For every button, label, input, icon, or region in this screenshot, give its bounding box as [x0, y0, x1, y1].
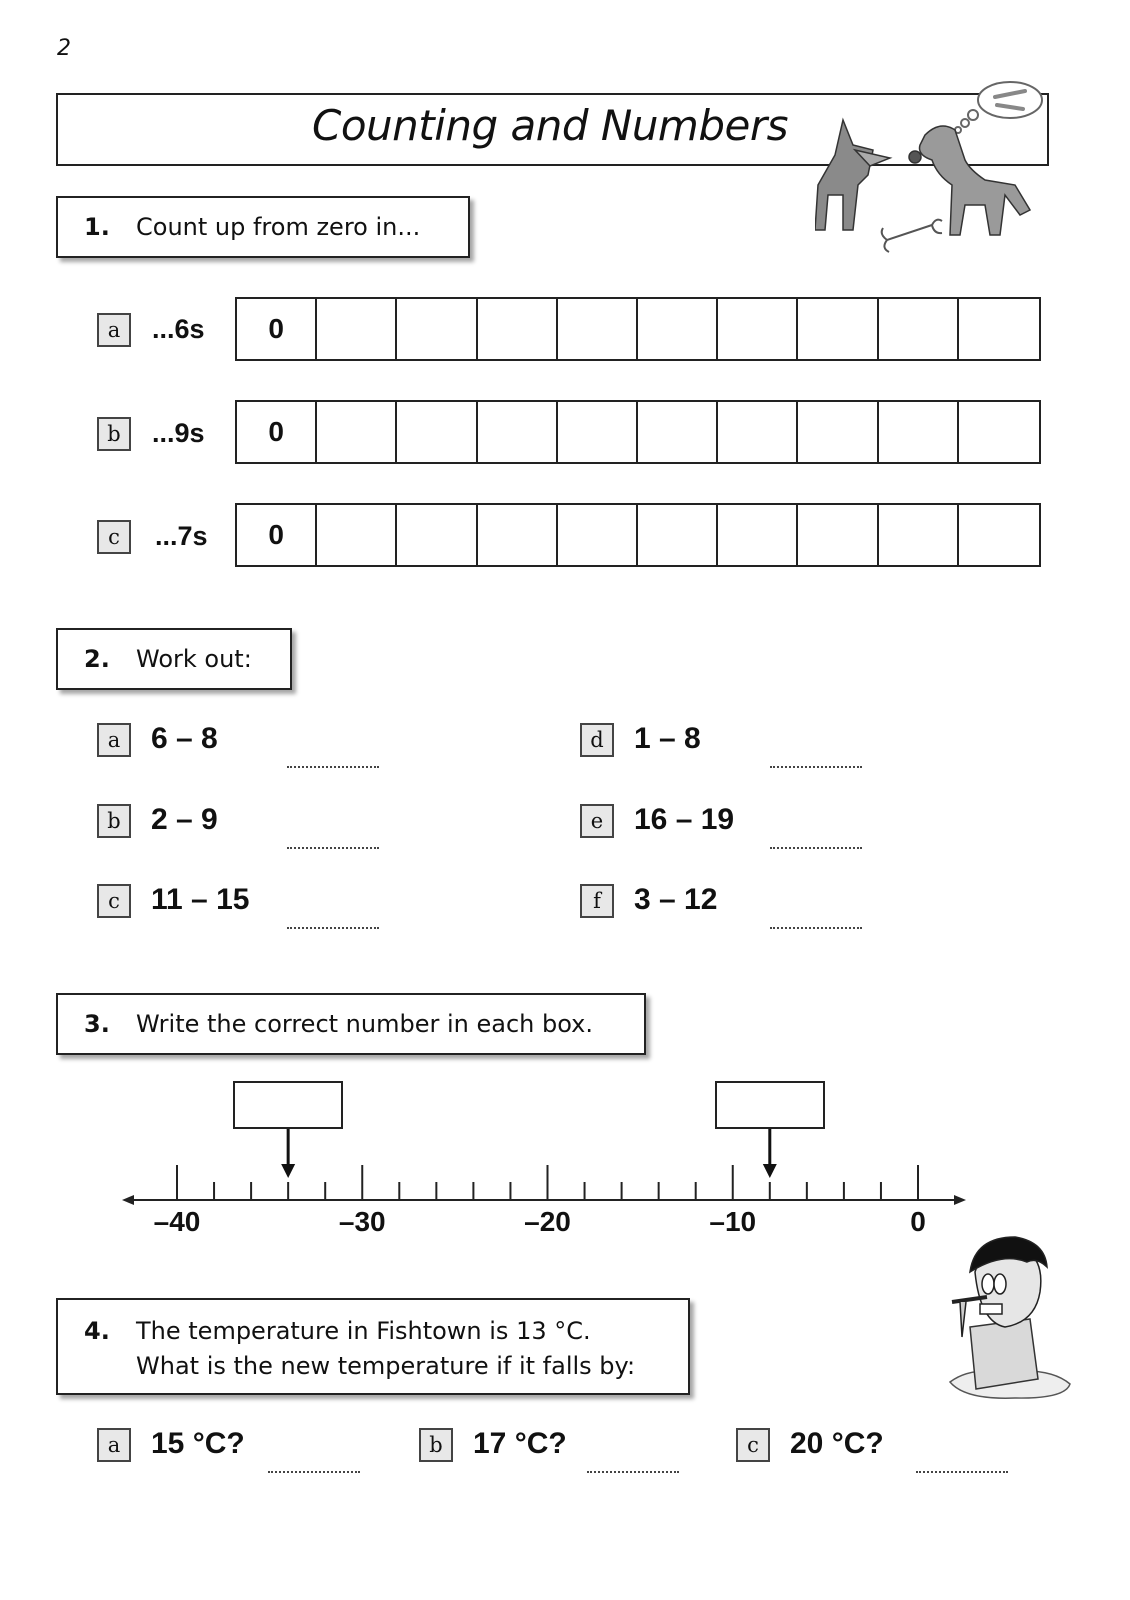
question-prompt: Write the correct number in each box.	[136, 1010, 593, 1038]
number-line-label: –40	[153, 1206, 201, 1237]
item-letter: a	[97, 723, 131, 757]
count-cell[interactable]	[879, 505, 959, 565]
question-number: 1.	[84, 213, 110, 241]
count-cell[interactable]	[317, 299, 397, 359]
temperature-drop: 17 °C?	[473, 1427, 567, 1460]
count-cell[interactable]	[478, 299, 558, 359]
question-number: 4.	[84, 1317, 110, 1345]
question-prompt: Work out:	[136, 645, 252, 673]
number-line-label: –20	[524, 1206, 571, 1237]
answer-line[interactable]	[287, 847, 379, 849]
count-cell[interactable]	[798, 299, 878, 359]
answer-line[interactable]	[770, 927, 862, 929]
count-cell[interactable]	[397, 299, 477, 359]
count-cell[interactable]	[798, 505, 878, 565]
count-cell[interactable]	[558, 402, 638, 462]
count-cell[interactable]: 0	[237, 505, 317, 565]
item-letter: b	[419, 1428, 453, 1462]
item-letter: f	[580, 884, 614, 918]
subtraction-expression: 1 – 8	[634, 722, 701, 755]
temperature-drop: 15 °C?	[151, 1427, 245, 1460]
subtraction-expression: 16 – 19	[634, 803, 735, 836]
count-cell[interactable]	[317, 402, 397, 462]
count-cell[interactable]	[478, 505, 558, 565]
count-cell[interactable]	[397, 402, 477, 462]
number-line-answer-box[interactable]	[233, 1081, 343, 1129]
number-line-answer-box[interactable]	[715, 1081, 825, 1129]
count-cell[interactable]: 0	[237, 299, 317, 359]
question-prompt	[136, 1314, 635, 1384]
count-step-label: ...6s	[152, 314, 205, 344]
count-grid	[235, 400, 1041, 464]
answer-line[interactable]	[916, 1471, 1008, 1473]
count-cell[interactable]	[638, 402, 718, 462]
count-step-label: ...9s	[152, 418, 205, 448]
count-cell[interactable]: 0	[237, 402, 317, 462]
subtraction-expression: 11 – 15	[151, 883, 250, 916]
subtraction-expression: 2 – 9	[151, 803, 218, 836]
subtraction-expression: 3 – 12	[634, 883, 718, 916]
pointer-arrow-icon	[281, 1164, 295, 1178]
bone-icon	[882, 220, 942, 252]
count-cell[interactable]	[317, 505, 397, 565]
pointer-arrow-icon	[763, 1164, 777, 1178]
left-dog-icon	[815, 120, 890, 230]
count-cell[interactable]	[638, 505, 718, 565]
count-cell[interactable]	[718, 299, 798, 359]
count-cell[interactable]	[558, 505, 638, 565]
number-line-label: –10	[709, 1206, 757, 1237]
page-title: Counting and Numbers	[312, 101, 788, 150]
item-letter: a	[97, 313, 131, 347]
count-cell[interactable]	[879, 299, 959, 359]
count-cell[interactable]	[879, 402, 959, 462]
question-prompt: Count up from zero in...	[136, 213, 421, 241]
frozen-boy-illustration	[940, 1232, 1080, 1402]
count-cell[interactable]	[959, 402, 1039, 462]
item-letter: b	[97, 804, 131, 838]
question-line-2: What is the new temperature if it falls by:	[136, 1352, 636, 1380]
count-cell[interactable]	[558, 299, 638, 359]
item-letter: a	[97, 1428, 131, 1462]
item-letter: c	[97, 884, 131, 918]
question-2-header	[56, 628, 292, 690]
right-arrow-icon	[954, 1195, 966, 1205]
answer-line[interactable]	[287, 927, 379, 929]
question-line-1: The temperature in Fishtown is 13 °C.	[136, 1317, 591, 1345]
count-cell[interactable]	[638, 299, 718, 359]
left-arrow-icon	[122, 1195, 134, 1205]
number-line-label: 0	[910, 1206, 926, 1237]
answer-line[interactable]	[770, 766, 862, 768]
item-letter: c	[736, 1428, 770, 1462]
count-cell[interactable]	[718, 505, 798, 565]
temperature-drop: 20 °C?	[790, 1427, 884, 1460]
answer-line[interactable]	[268, 1471, 360, 1473]
answer-line[interactable]	[587, 1471, 679, 1473]
answer-line[interactable]	[287, 766, 379, 768]
count-cell[interactable]	[959, 505, 1039, 565]
question-number: 2.	[84, 645, 110, 673]
count-cell[interactable]	[959, 299, 1039, 359]
question-1-header	[56, 196, 470, 258]
count-cell[interactable]	[798, 402, 878, 462]
question-number: 3.	[84, 1010, 110, 1038]
item-letter: d	[580, 723, 614, 757]
item-letter: b	[97, 417, 131, 451]
dogs-illustration	[815, 75, 1050, 260]
page-number: 2	[57, 36, 71, 61]
boy-face-icon	[952, 1237, 1047, 1337]
question-4-header	[56, 1298, 690, 1395]
question-3-header	[56, 993, 646, 1055]
thought-bubble-icon	[955, 82, 1042, 133]
count-grid	[235, 297, 1041, 361]
subtraction-expression: 6 – 8	[151, 722, 218, 755]
count-grid	[235, 503, 1041, 567]
item-letter: c	[97, 520, 131, 554]
number-line-label: –30	[338, 1206, 386, 1237]
item-letter: e	[580, 804, 614, 838]
count-cell[interactable]	[397, 505, 477, 565]
ice-block-icon	[970, 1319, 1038, 1389]
count-cell[interactable]	[718, 402, 798, 462]
count-step-label: ...7s	[155, 521, 208, 551]
right-dog-icon	[909, 126, 1030, 235]
answer-line[interactable]	[770, 847, 862, 849]
count-cell[interactable]	[478, 402, 558, 462]
